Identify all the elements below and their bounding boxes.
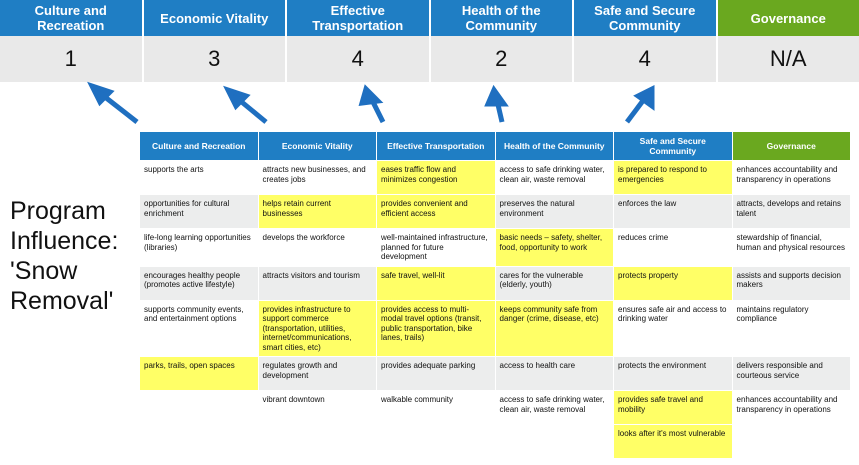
matrix-cell: life-long learning opportunities (libraries) bbox=[140, 229, 259, 267]
matrix-cell: safe travel, well-lit bbox=[377, 266, 496, 300]
matrix-cell: encourages healthy people (promotes active lifestyle) bbox=[140, 266, 259, 300]
arrow-head-2 bbox=[228, 90, 246, 106]
influence-arrows bbox=[0, 80, 859, 135]
scorecard-count-cell: 4 bbox=[574, 36, 718, 82]
arrow-head-1 bbox=[92, 86, 110, 102]
scorecard-count-cell: 1 bbox=[0, 36, 144, 82]
matrix-cell bbox=[140, 391, 259, 425]
matrix-cell: provides access to multi-modal travel options (transit, public transportation, bike lanes, trails) bbox=[377, 300, 496, 357]
matrix-header-cell: Culture and Recreation bbox=[140, 132, 259, 161]
matrix-row bbox=[140, 195, 851, 229]
matrix-cell: access to safe drinking water, clean air, waste removal bbox=[495, 161, 614, 195]
matrix-cell: attracts new businesses, and creates jobs bbox=[258, 161, 377, 195]
matrix-cell: attracts visitors and tourism bbox=[258, 266, 377, 300]
matrix-cell: preserves the natural environment bbox=[495, 195, 614, 229]
matrix-cell: is prepared to respond to emergencies bbox=[614, 161, 733, 195]
matrix-cell: maintains regulatory compliance bbox=[732, 300, 851, 357]
scorecard-header-row bbox=[0, 0, 859, 36]
arrow-head-5 bbox=[638, 89, 652, 106]
matrix-row bbox=[140, 425, 851, 459]
matrix-row bbox=[140, 300, 851, 357]
matrix-header-cell: Governance bbox=[732, 132, 851, 161]
matrix-cell: parks, trails, open spaces bbox=[140, 357, 259, 391]
scorecard-count-cell: N/A bbox=[718, 36, 859, 82]
matrix-header bbox=[140, 132, 851, 161]
matrix-cell bbox=[495, 425, 614, 459]
arrow-group bbox=[92, 86, 652, 122]
matrix-row bbox=[140, 229, 851, 267]
matrix-header-cell: Safe and Secure Community bbox=[614, 132, 733, 161]
matrix-cell: provides infrastructure to support commerce (transportation, utilities, internet/communications, smart cities, etc) bbox=[258, 300, 377, 357]
matrix-cell: provides convenient and efficient access bbox=[377, 195, 496, 229]
matrix-cell: enforces the law bbox=[614, 195, 733, 229]
arrow-shaft-1 bbox=[96, 90, 137, 122]
matrix-cell: enhances accountability and transparency in operations bbox=[732, 161, 851, 195]
matrix-cell: access to safe drinking water, clean air, waste removal bbox=[495, 391, 614, 425]
matrix-row bbox=[140, 161, 851, 195]
matrix-cell: regulates growth and development bbox=[258, 357, 377, 391]
scorecard-summary-strip bbox=[0, 0, 859, 82]
matrix-cell: opportunities for cultural enrichment bbox=[140, 195, 259, 229]
matrix-cell: protects the environment bbox=[614, 357, 733, 391]
matrix-cell: reduces crime bbox=[614, 229, 733, 267]
matrix-header-cell: Health of the Community bbox=[495, 132, 614, 161]
matrix-cell: cares for the vulnerable (elderly, youth) bbox=[495, 266, 614, 300]
matrix-cell: stewardship of financial, human and physical resources bbox=[732, 229, 851, 267]
matrix-cell: attracts, develops and retains talent bbox=[732, 195, 851, 229]
matrix-body bbox=[140, 161, 851, 459]
matrix-cell: eases traffic flow and minimizes congestion bbox=[377, 161, 496, 195]
matrix-cell bbox=[377, 425, 496, 459]
scorecard-count-row bbox=[0, 36, 859, 82]
matrix-cell: looks after it's most vulnerable bbox=[614, 425, 733, 459]
arrow-shaft-2 bbox=[232, 94, 266, 122]
matrix-row bbox=[140, 266, 851, 300]
scorecard-header-cell: Governance bbox=[718, 0, 859, 36]
scorecard-header-cell: Economic Vitality bbox=[144, 0, 288, 36]
program-influence-caption: Program Influence: 'Snow Removal' bbox=[10, 197, 119, 315]
matrix-cell: vibrant downtown bbox=[258, 391, 377, 425]
arrow-head-4 bbox=[488, 90, 504, 104]
arrow-shaft-3 bbox=[369, 94, 383, 122]
matrix-cell: helps retain current businesses bbox=[258, 195, 377, 229]
matrix-cell: well-maintained infrastructure, planned for future development bbox=[377, 229, 496, 267]
matrix-header-row bbox=[140, 132, 851, 161]
scorecard-count-cell: 3 bbox=[144, 36, 288, 82]
matrix-cell: walkable community bbox=[377, 391, 496, 425]
matrix-header-cell: Effective Transportation bbox=[377, 132, 496, 161]
matrix-cell bbox=[258, 425, 377, 459]
scorecard-header-cell: Safe and Secure Community bbox=[574, 0, 718, 36]
matrix-row bbox=[140, 391, 851, 425]
matrix-cell: assists and supports decision makers bbox=[732, 266, 851, 300]
scorecard-count-cell: 2 bbox=[431, 36, 575, 82]
scorecard-count-cell: 4 bbox=[287, 36, 431, 82]
matrix-cell: protects property bbox=[614, 266, 733, 300]
matrix-cell: develops the workforce bbox=[258, 229, 377, 267]
matrix-header-cell: Economic Vitality bbox=[258, 132, 377, 161]
matrix-cell bbox=[732, 425, 851, 459]
matrix-cell: keeps community safe from danger (crime, disease, etc) bbox=[495, 300, 614, 357]
matrix-cell: provides safe travel and mobility bbox=[614, 391, 733, 425]
matrix-cell: delivers responsible and courteous service bbox=[732, 357, 851, 391]
matrix-row bbox=[140, 357, 851, 391]
arrow-shaft-4 bbox=[496, 96, 502, 122]
strategic-outcomes-matrix bbox=[139, 131, 851, 459]
matrix-cell: enhances accountability and transparency in operations bbox=[732, 391, 851, 425]
matrix-cell: provides adequate parking bbox=[377, 357, 496, 391]
matrix-cell: access to health care bbox=[495, 357, 614, 391]
scorecard-header-cell: Effective Transportation bbox=[287, 0, 431, 36]
matrix-cell: ensures safe air and access to drinking water bbox=[614, 300, 733, 357]
arrow-head-3 bbox=[362, 89, 378, 103]
arrow-shaft-5 bbox=[627, 94, 648, 122]
scorecard-header-cell: Culture and Recreation bbox=[0, 0, 144, 36]
matrix-cell: supports the arts bbox=[140, 161, 259, 195]
matrix-cell: supports community events, and entertainment options bbox=[140, 300, 259, 357]
matrix-cell: basic needs – safety, shelter, food, opportunity to work bbox=[495, 229, 614, 267]
scorecard-header-cell: Health of the Community bbox=[431, 0, 575, 36]
matrix-cell bbox=[140, 425, 259, 459]
